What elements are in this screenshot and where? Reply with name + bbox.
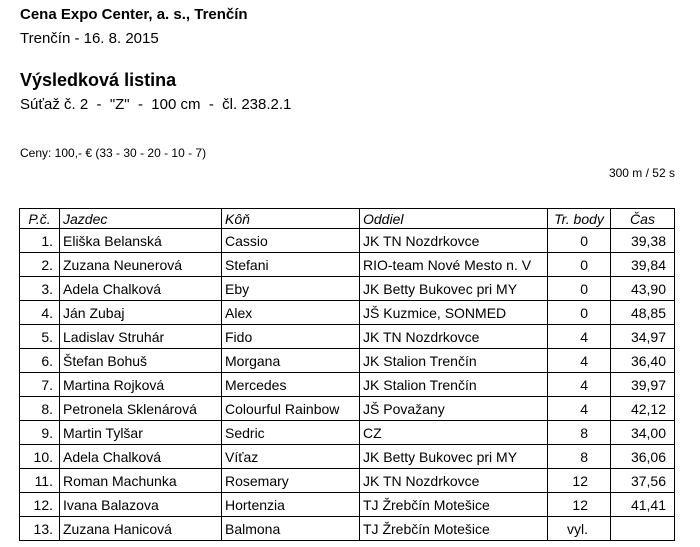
- rider-cell: Štefan Bohuš: [60, 349, 222, 373]
- rank-cell: 9.: [20, 421, 60, 445]
- table-row: [20, 349, 675, 373]
- rank-cell: 12.: [20, 493, 60, 517]
- table-row: [20, 325, 675, 349]
- rider-cell: Petronela Sklenárová: [60, 397, 222, 421]
- rank-cell: 5.: [20, 325, 60, 349]
- time-cell: 36,40: [611, 349, 675, 373]
- faults-cell: 0: [548, 229, 611, 253]
- results-table: [19, 208, 675, 541]
- prizes-info: Ceny: 100,- € (33 - 30 - 20 - 10 - 7): [20, 146, 207, 160]
- club-cell: JŠ Považany: [360, 397, 548, 421]
- club-cell: JK Stalion Trenčín: [360, 373, 548, 397]
- horse-cell: Morgana: [222, 349, 360, 373]
- horse-cell: Colourful Rainbow: [222, 397, 360, 421]
- rank-cell: 3.: [20, 277, 60, 301]
- faults-cell: 4: [548, 373, 611, 397]
- time-cell: 36,06: [611, 445, 675, 469]
- time-cell: 43,90: [611, 277, 675, 301]
- competition-info: Súťaž č. 2 - "Z" - 100 cm - čl. 238.2.1: [20, 96, 292, 113]
- faults-cell: 12: [548, 493, 611, 517]
- horse-cell: Stefani: [222, 253, 360, 277]
- table-row: [20, 253, 675, 277]
- faults-cell: 12: [548, 469, 611, 493]
- rider-cell: Zuzana Hanicová: [60, 517, 222, 541]
- table-row: [20, 277, 675, 301]
- club-cell: RIO-team Nové Mesto n. V: [360, 253, 548, 277]
- rider-cell: Martina Rojková: [60, 373, 222, 397]
- column-header-time: Čas: [611, 209, 675, 229]
- organizer-name: Cena Expo Center, a. s., Trenčín: [20, 6, 248, 23]
- time-cell: 37,56: [611, 469, 675, 493]
- faults-cell: 4: [548, 397, 611, 421]
- faults-cell: vyl.: [548, 517, 611, 541]
- rider-cell: Martin Tylšar: [60, 421, 222, 445]
- document-title: Výsledková listina: [20, 70, 177, 90]
- horse-cell: Fido: [222, 325, 360, 349]
- table-row: [20, 517, 675, 541]
- club-cell: JK TN Nozdrkovce: [360, 469, 548, 493]
- table-row: [20, 445, 675, 469]
- rank-cell: 2.: [20, 253, 60, 277]
- time-cell: 39,38: [611, 229, 675, 253]
- time-cell: [611, 517, 675, 541]
- time-cell: 48,85: [611, 301, 675, 325]
- column-header-rider: Jazdec: [60, 209, 222, 229]
- rank-cell: 4.: [20, 301, 60, 325]
- rank-cell: 11.: [20, 469, 60, 493]
- rider-cell: Zuzana Neunerová: [60, 253, 222, 277]
- time-cell: 42,12: [611, 397, 675, 421]
- horse-cell: Cassio: [222, 229, 360, 253]
- rider-cell: Roman Machunka: [60, 469, 222, 493]
- faults-cell: 8: [548, 421, 611, 445]
- table-row: [20, 421, 675, 445]
- club-cell: TJ Žrebčín Motešice: [360, 517, 548, 541]
- rider-cell: Eliška Belanská: [60, 229, 222, 253]
- faults-cell: 4: [548, 349, 611, 373]
- column-header-horse: Kôň: [222, 209, 360, 229]
- table-row: [20, 301, 675, 325]
- horse-cell: Mercedes: [222, 373, 360, 397]
- club-cell: TJ Žrebčín Motešice: [360, 493, 548, 517]
- club-cell: JK TN Nozdrkovce: [360, 325, 548, 349]
- faults-cell: 4: [548, 325, 611, 349]
- rank-cell: 6.: [20, 349, 60, 373]
- time-cell: 39,84: [611, 253, 675, 277]
- table-row: [20, 493, 675, 517]
- faults-cell: 8: [548, 445, 611, 469]
- time-cell: 34,00: [611, 421, 675, 445]
- rider-cell: Adela Chalková: [60, 277, 222, 301]
- horse-cell: Rosemary: [222, 469, 360, 493]
- faults-cell: 0: [548, 253, 611, 277]
- faults-cell: 0: [548, 301, 611, 325]
- column-header-rank: P.č.: [20, 209, 60, 229]
- time-cell: 39,97: [611, 373, 675, 397]
- table-row: [20, 469, 675, 493]
- rider-cell: Adela Chalková: [60, 445, 222, 469]
- horse-cell: Sedric: [222, 421, 360, 445]
- table-row: [20, 229, 675, 253]
- table-header-row: [20, 209, 675, 229]
- column-header-club: Oddiel: [360, 209, 548, 229]
- time-cell: 41,41: [611, 493, 675, 517]
- rank-cell: 7.: [20, 373, 60, 397]
- club-cell: CZ: [360, 421, 548, 445]
- horse-cell: Alex: [222, 301, 360, 325]
- club-cell: JK Betty Bukovec pri MY: [360, 445, 548, 469]
- rider-cell: Ladislav Struhár: [60, 325, 222, 349]
- rider-cell: Ivana Balazova: [60, 493, 222, 517]
- horse-cell: Balmona: [222, 517, 360, 541]
- rider-cell: Ján Zubaj: [60, 301, 222, 325]
- table-row: [20, 397, 675, 421]
- course-info: 300 m / 52 s: [608, 166, 675, 180]
- club-cell: JK Stalion Trenčín: [360, 349, 548, 373]
- rank-cell: 10.: [20, 445, 60, 469]
- club-cell: JK TN Nozdrkovce: [360, 229, 548, 253]
- table-row: [20, 373, 675, 397]
- time-cell: 34,97: [611, 325, 675, 349]
- rank-cell: 8.: [20, 397, 60, 421]
- column-header-faults: Tr. body: [548, 209, 611, 229]
- horse-cell: Hortenzia: [222, 493, 360, 517]
- horse-cell: Víťaz: [222, 445, 360, 469]
- place-and-date: Trenčín - 16. 8. 2015: [20, 30, 159, 47]
- club-cell: JK Betty Bukovec pri MY: [360, 277, 548, 301]
- rank-cell: 1.: [20, 229, 60, 253]
- faults-cell: 0: [548, 277, 611, 301]
- horse-cell: Eby: [222, 277, 360, 301]
- club-cell: JŠ Kuzmice, SONMED: [360, 301, 548, 325]
- rank-cell: 13.: [20, 517, 60, 541]
